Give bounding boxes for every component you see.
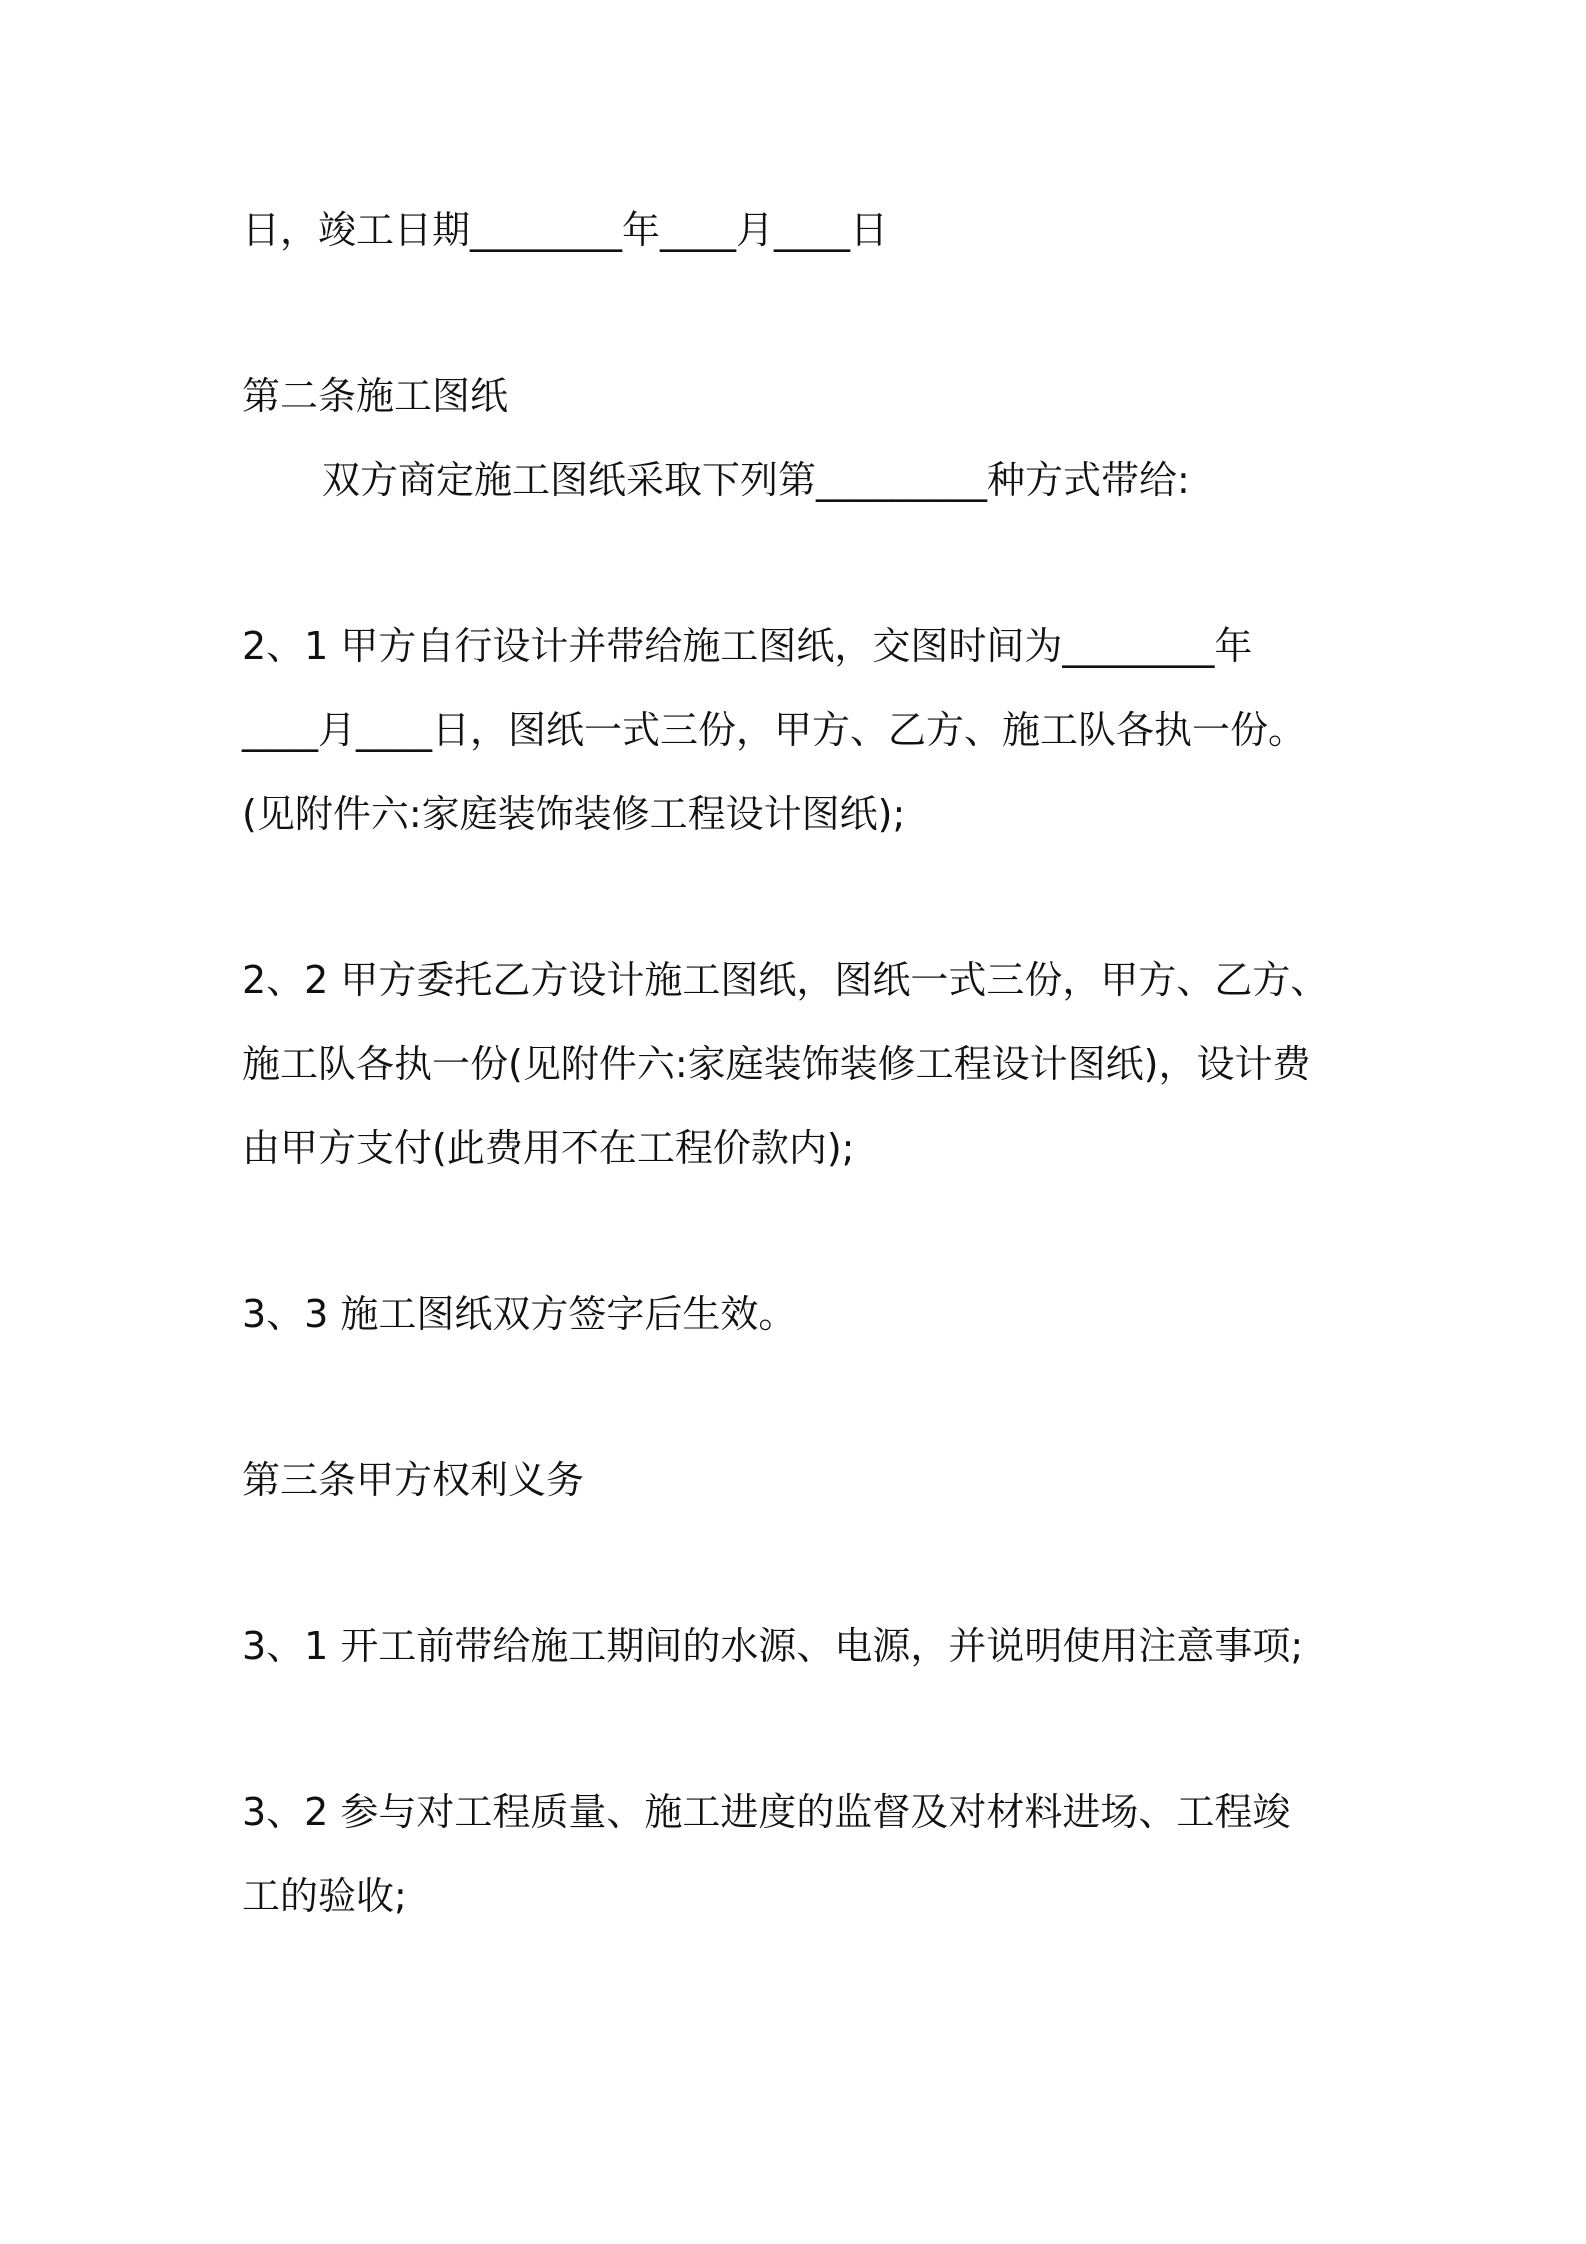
clause-3-2-line-1: 3、2 参与对工程质量、施工进度的监督及对材料进场、工程竣 xyxy=(242,1790,1291,1834)
clause-2-2-line-1: 2、2 甲方委托乙方设计施工图纸，图纸一式三份，甲方、乙方、 xyxy=(242,958,1329,1002)
completion-date-line: 日，竣工日期________年____月____日 xyxy=(242,208,889,252)
article-2-intro: 双方商定施工图纸采取下列第_________种方式带给: xyxy=(322,458,1190,502)
clause-3-3: 3、3 施工图纸双方签字后生效。 xyxy=(242,1292,797,1336)
clause-2-2-line-3: 由甲方支付(此费用不在工程价款内); xyxy=(242,1126,855,1170)
clause-2-1-line-2: ____月____日，图纸一式三份，甲方、乙方、施工队各执一份。 xyxy=(242,708,1307,752)
clause-3-1: 3、1 开工前带给施工期间的水源、电源，并说明使用注意事项; xyxy=(242,1624,1304,1668)
article-3-heading: 第三条甲方权利义务 xyxy=(242,1458,585,1502)
clause-2-1-line-1: 2、1 甲方自行设计并带给施工图纸，交图时间为________年 xyxy=(242,624,1253,668)
clause-2-1-line-3: (见附件六:家庭装饰装修工程设计图纸); xyxy=(242,792,906,836)
clause-2-2-line-2: 施工队各执一份(见附件六:家庭装饰装修工程设计图纸)，设计费 xyxy=(242,1042,1311,1086)
clause-3-2-line-2: 工的验收; xyxy=(242,1874,407,1918)
article-2-heading: 第二条施工图纸 xyxy=(242,374,509,418)
